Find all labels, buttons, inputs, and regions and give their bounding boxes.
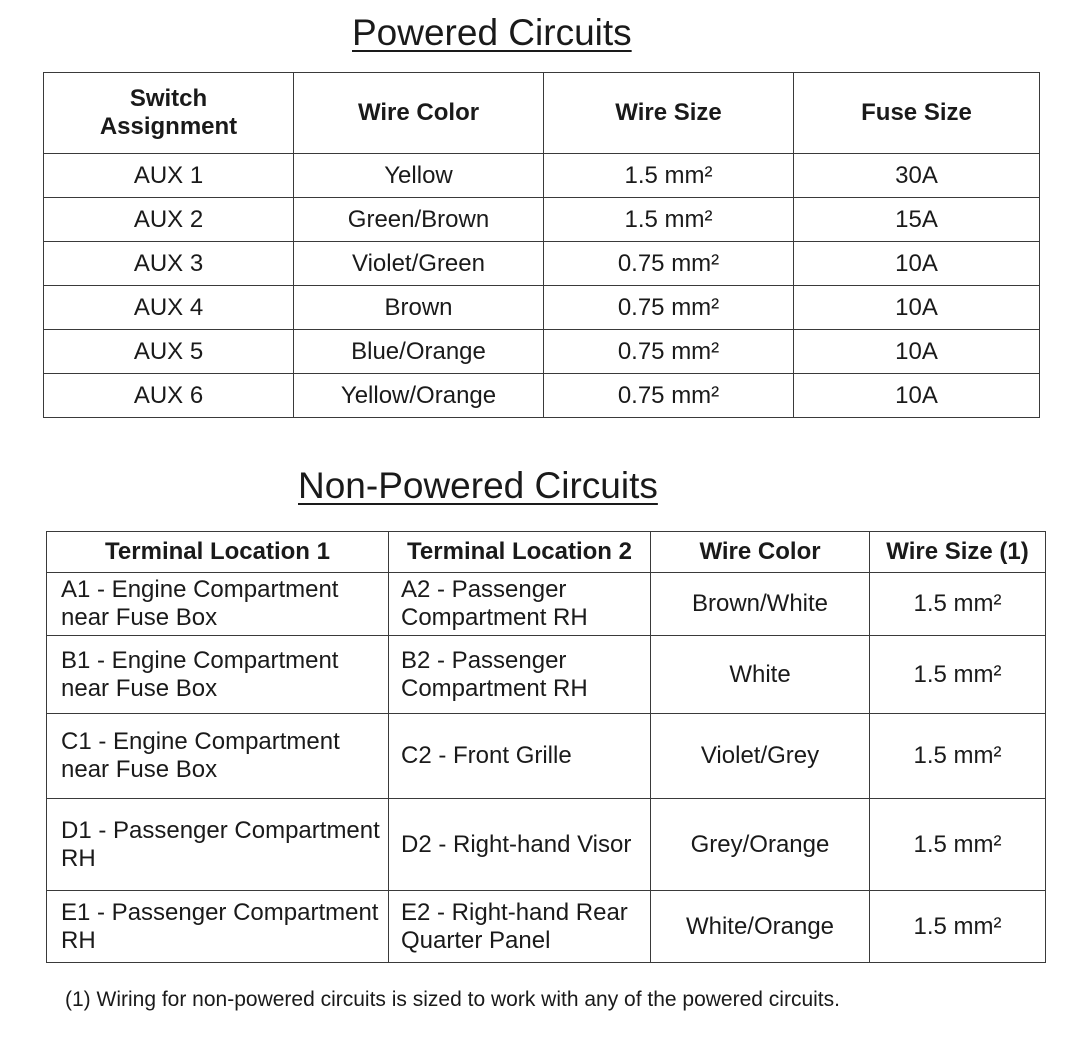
wire-color-cell: Yellow/Orange — [294, 374, 544, 418]
switch-cell: AUX 2 — [44, 198, 294, 242]
fuse-size-cell: 30A — [794, 154, 1040, 198]
wire-color-cell: Violet/Green — [294, 242, 544, 286]
table-header-row — [47, 532, 1046, 573]
table-row — [47, 891, 1046, 963]
terminal-location-1-cell: E1 - Passenger Compartment RH — [47, 891, 389, 963]
table-row — [44, 198, 1040, 242]
fuse-size-cell: 10A — [794, 242, 1040, 286]
table-row — [44, 330, 1040, 374]
switch-cell: AUX 6 — [44, 374, 294, 418]
table-row — [47, 714, 1046, 799]
column-header-fuse-size: Fuse Size — [794, 73, 1040, 154]
table-row — [44, 286, 1040, 330]
wire-color-cell: Yellow — [294, 154, 544, 198]
fuse-size-cell: 10A — [794, 330, 1040, 374]
table-row — [44, 154, 1040, 198]
terminal-location-1-cell: A1 - Engine Compartment near Fuse Box — [47, 573, 389, 636]
wire-size-cell: 1.5 mm² — [870, 714, 1046, 799]
table-header-row — [44, 73, 1040, 154]
table-row — [44, 374, 1040, 418]
wire-size-cell: 1.5 mm² — [870, 573, 1046, 636]
switch-cell: AUX 4 — [44, 286, 294, 330]
wire-color-cell: Green/Brown — [294, 198, 544, 242]
switch-cell: AUX 3 — [44, 242, 294, 286]
powered-circuits-table — [43, 72, 1040, 418]
wire-size-cell: 0.75 mm² — [544, 242, 794, 286]
wire-size-cell: 0.75 mm² — [544, 374, 794, 418]
terminal-location-2-cell: D2 - Right-hand Visor — [389, 799, 651, 891]
powered-circuits-title: Powered Circuits — [352, 12, 632, 53]
wire-color-cell: Brown — [294, 286, 544, 330]
column-header-wire-color: Wire Color — [651, 532, 870, 573]
fuse-size-cell: 15A — [794, 198, 1040, 242]
wire-size-cell: 1.5 mm² — [544, 154, 794, 198]
table-row — [44, 242, 1040, 286]
wire-color-cell: Violet/Grey — [651, 714, 870, 799]
terminal-location-2-cell: A2 - Passenger Compartment RH — [389, 573, 651, 636]
wire-color-cell: Blue/Orange — [294, 330, 544, 374]
switch-cell: AUX 1 — [44, 154, 294, 198]
terminal-location-1-cell: D1 - Passenger Compartment RH — [47, 799, 389, 891]
fuse-size-cell: 10A — [794, 286, 1040, 330]
fuse-size-cell: 10A — [794, 374, 1040, 418]
wire-size-cell: 0.75 mm² — [544, 286, 794, 330]
terminal-location-2-cell: C2 - Front Grille — [389, 714, 651, 799]
wire-color-cell: White — [651, 636, 870, 714]
column-header-switch-assignment: Switch Assignment — [44, 73, 294, 154]
column-header-terminal-location-1: Terminal Location 1 — [47, 532, 389, 573]
terminal-location-2-cell: E2 - Right-hand Rear Quarter Panel — [389, 891, 651, 963]
non-powered-circuits-title: Non-Powered Circuits — [298, 465, 658, 506]
terminal-location-1-cell: C1 - Engine Compartment near Fuse Box — [47, 714, 389, 799]
wire-size-cell: 1.5 mm² — [870, 891, 1046, 963]
wire-size-cell: 1.5 mm² — [870, 636, 1046, 714]
wire-size-cell: 1.5 mm² — [870, 799, 1046, 891]
wire-size-cell: 0.75 mm² — [544, 330, 794, 374]
column-header-wire-color: Wire Color — [294, 73, 544, 154]
wire-color-cell: Brown/White — [651, 573, 870, 636]
column-header-terminal-location-2: Terminal Location 2 — [389, 532, 651, 573]
wire-color-cell: Grey/Orange — [651, 799, 870, 891]
table-row — [47, 573, 1046, 636]
column-header-wire-size: Wire Size (1) — [870, 532, 1046, 573]
non-powered-circuits-table — [46, 531, 1046, 963]
footnote: (1) Wiring for non-powered circuits is sized to work with any of the powered circuits. — [65, 988, 840, 1011]
wire-color-cell: White/Orange — [651, 891, 870, 963]
table-row — [47, 799, 1046, 891]
switch-cell: AUX 5 — [44, 330, 294, 374]
wire-size-cell: 1.5 mm² — [544, 198, 794, 242]
terminal-location-2-cell: B2 - Passenger Compartment RH — [389, 636, 651, 714]
column-header-wire-size: Wire Size — [544, 73, 794, 154]
table-row — [47, 636, 1046, 714]
terminal-location-1-cell: B1 - Engine Compartment near Fuse Box — [47, 636, 389, 714]
